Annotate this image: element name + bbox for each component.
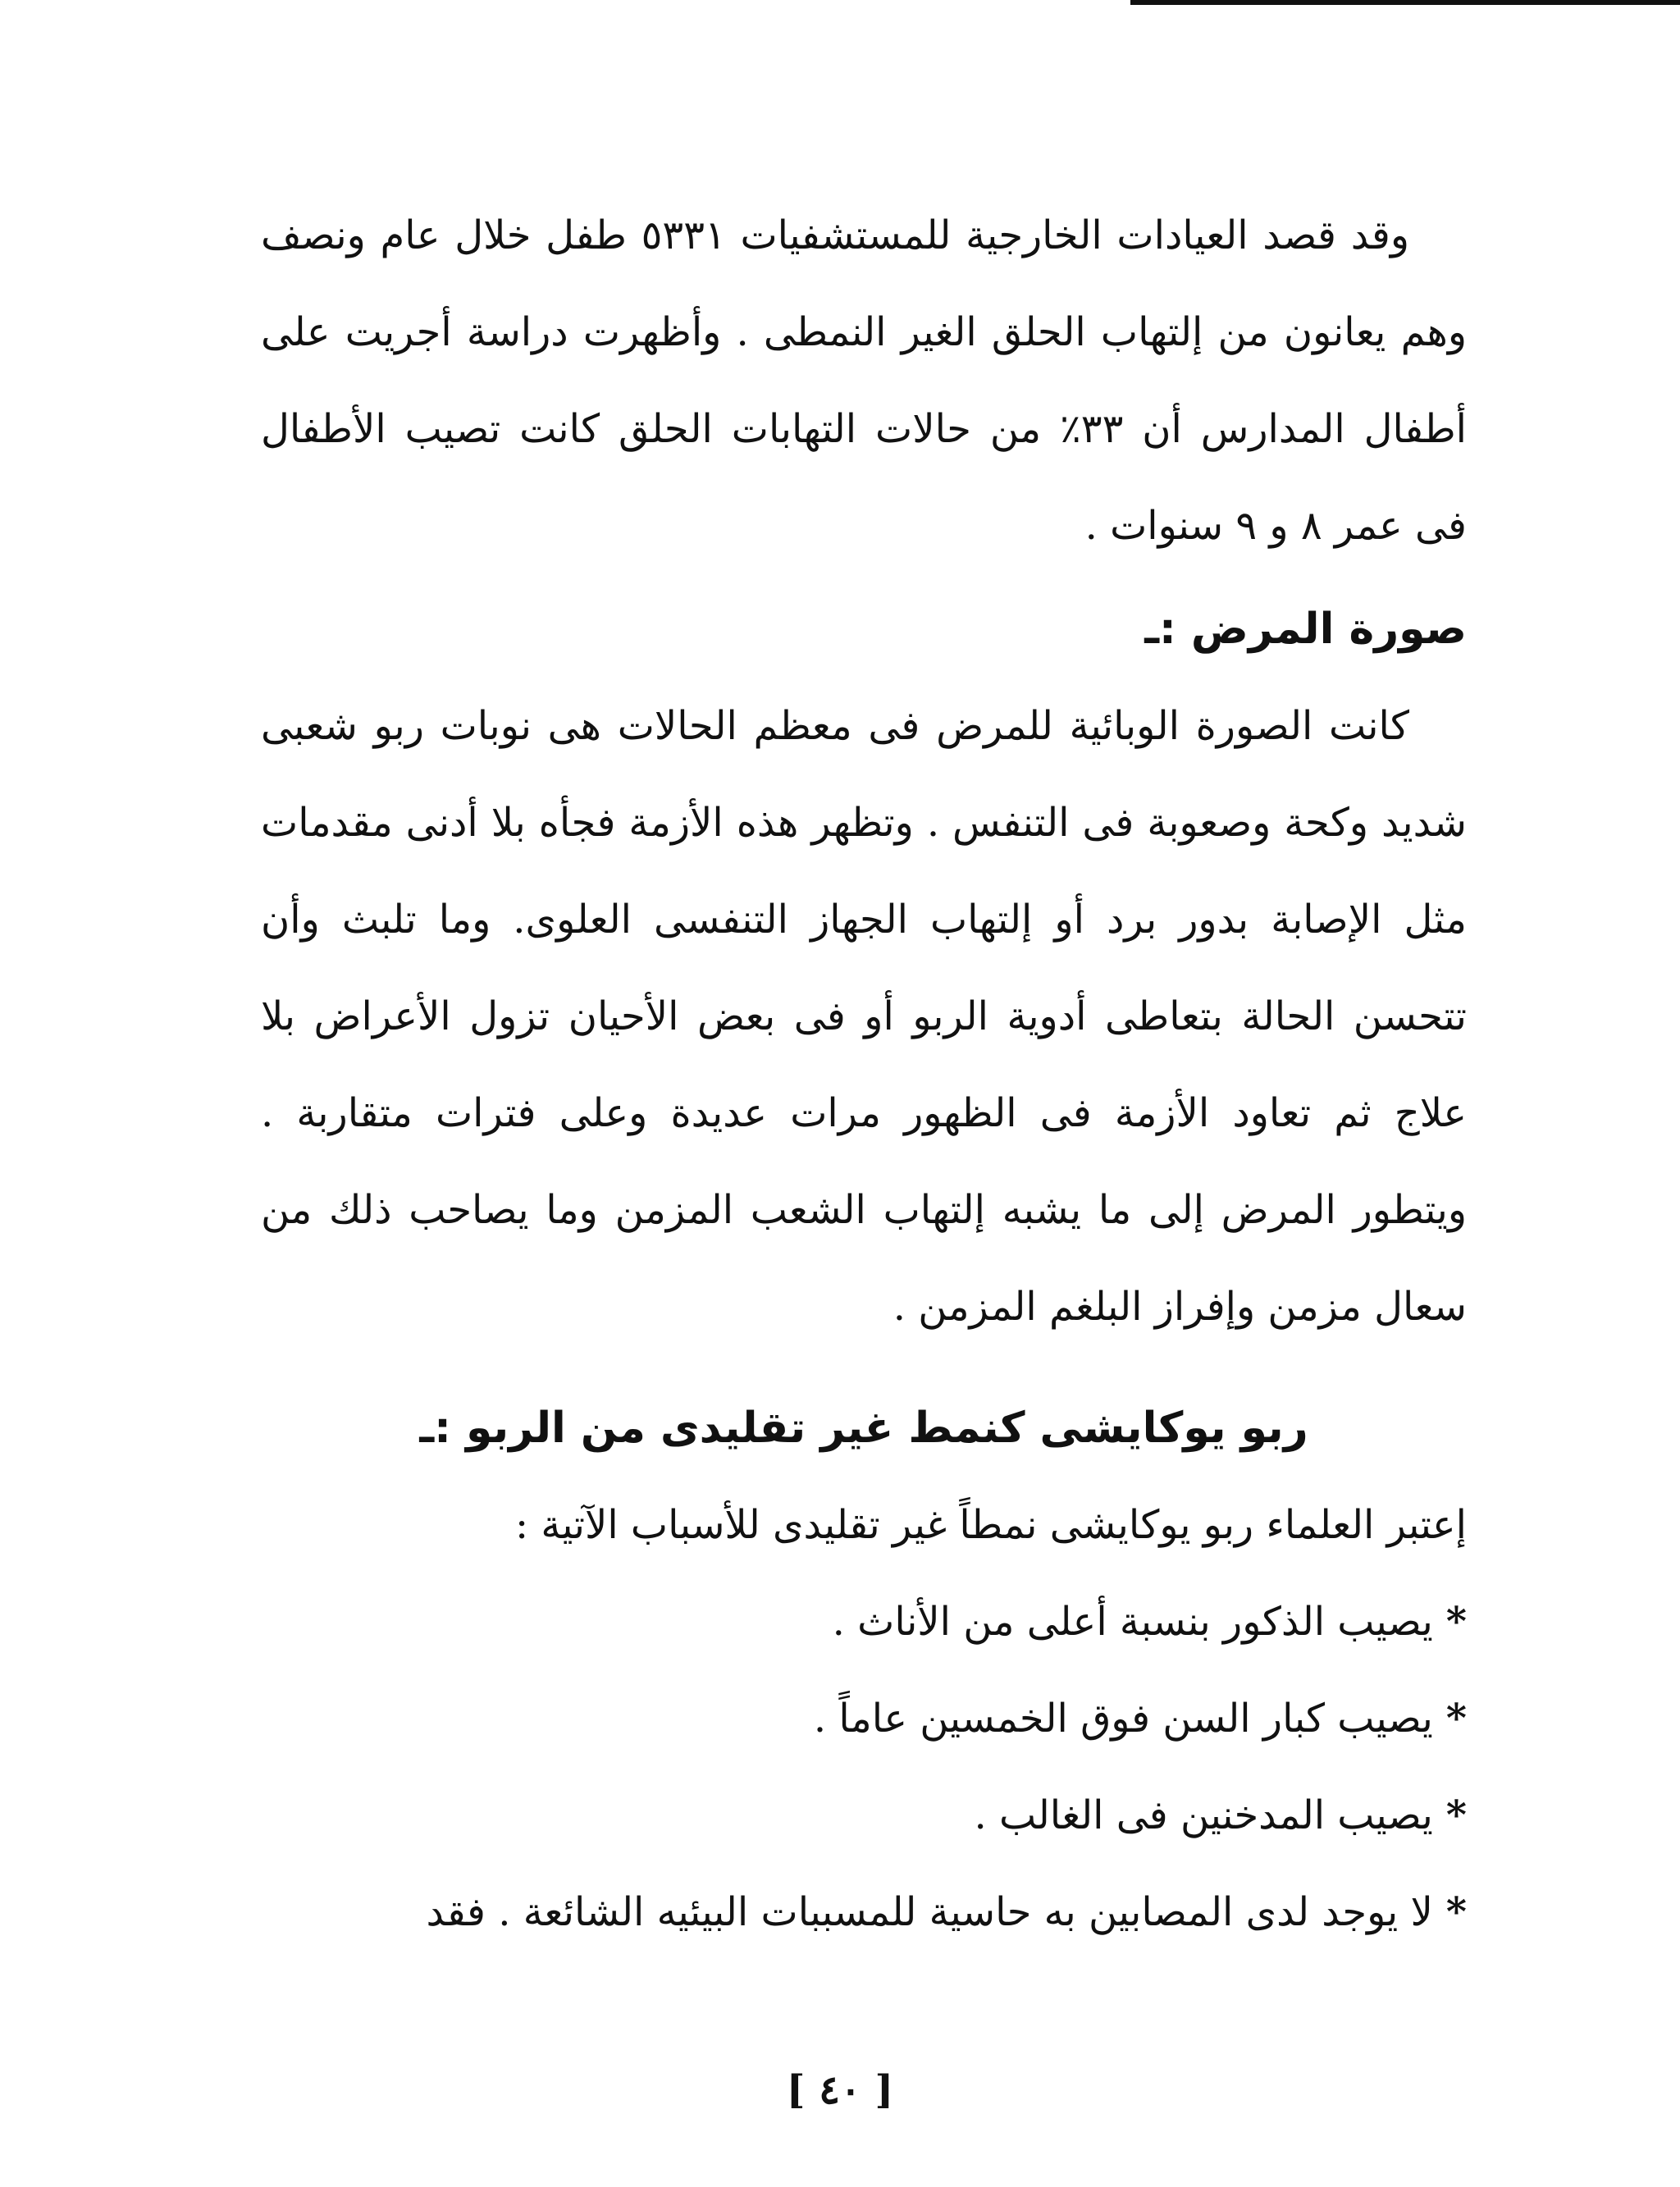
bullet-item xyxy=(261,1670,1467,1767)
bullet-item xyxy=(261,1864,1467,1961)
paragraph-2: كانت الصورة الوبائية للمرض فى معظم الحالات هى نوبات ربو شعبى شديد وكحة وصعوبة فى التنفس . وتظهر هذه الأزمة فجأه بلا أدنى مقدمات مثل الإصابة بدور برد أو إلتهاب الجهاز التنفسى العلوى. وما تلبث وأن تتحسن الحالة بتعاطى أدوية الربو أو فى بعض الأحيان تزول الأعراض بلا علاج ثم تعاود الأزمة فى الظهور مرات عديدة وعلى فترات متقاربة . ويتطور المرض إلى ما يشبه إلتهاب الشعب المزمن وما يصاحب ذلك من سعال مزمن وإفراز البلغم المزمن . xyxy=(261,703,1467,1330)
bullet-list xyxy=(261,1573,1467,1961)
bullet-item xyxy=(261,1767,1467,1864)
bullet-star: * xyxy=(1445,1599,1467,1645)
bullet-text: يصيب كبار السن فوق الخمسين عاماً . xyxy=(813,1696,1433,1742)
bullet-item xyxy=(261,1573,1467,1670)
bullet-star: * xyxy=(1445,1889,1467,1935)
heading-yokkaichi-asthma: ربو يوكايشى كنمط غير تقليدى من الربو :ـ xyxy=(419,1404,1308,1453)
top-rule xyxy=(1130,0,1680,5)
page-number: [ ٤٠ ] xyxy=(786,2067,894,2113)
bullet-star: * xyxy=(1445,1792,1467,1838)
page-body xyxy=(261,187,1467,1961)
bullet-text: يصيب الذكور بنسبة أعلى من الأناث . xyxy=(832,1599,1433,1645)
bullet-star: * xyxy=(1445,1696,1467,1742)
bullet-text: يصيب المدخنين فى الغالب . xyxy=(974,1792,1433,1838)
heading-disease-picture: صورة المرض :ـ xyxy=(1144,605,1467,654)
intro-line: إعتبر العلماء ربو يوكايشى نمطاً غير تقليدى للأسباب الآتية : xyxy=(514,1502,1467,1548)
bullet-text: لا يوجد لدى المصابين به حاسية للمسببات البيئيه الشائعة . فقد xyxy=(426,1889,1433,1935)
paragraph-1: وقد قصد العيادات الخارجية للمستشفيات ٥٣٣١ طفل خلال عام ونصف وهم يعانون من إلتهاب الحلق الغير النمطى . وأظهرت دراسة أجريت على أطفال المدارس أن ٣٣٪ من حالات التهابات الحلق كانت تصيب الأطفال فى عمر ٨ و ٩ سنوات . xyxy=(261,212,1467,549)
